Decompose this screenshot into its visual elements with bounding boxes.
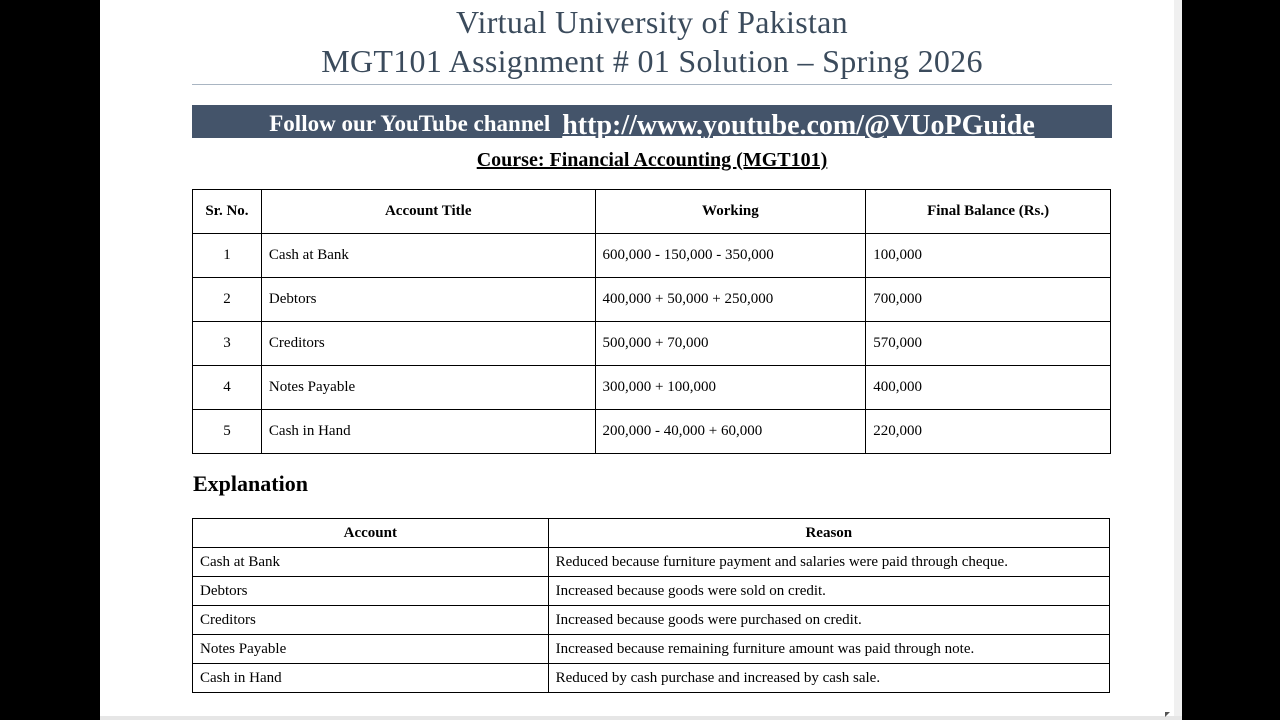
cell-account: Debtors <box>193 577 549 606</box>
table-header-row <box>193 519 1110 548</box>
youtube-link[interactable]: http://www.youtube.com/@VUoPGuide <box>562 110 1035 141</box>
table-row <box>193 606 1110 635</box>
cell-working: 400,000 + 50,000 + 250,000 <box>595 278 866 322</box>
table-row <box>193 278 1111 322</box>
title-divider <box>192 84 1112 85</box>
cell-sr-no: 5 <box>193 410 262 454</box>
page-bottom-edge <box>100 716 1182 720</box>
header-sr-no: Sr. No. <box>193 190 262 234</box>
cell-account: Notes Payable <box>193 635 549 664</box>
page-subtitle: MGT101 Assignment # 01 Solution – Spring 2026 <box>321 43 983 79</box>
cell-final-balance: 400,000 <box>866 366 1111 410</box>
cell-working: 600,000 - 150,000 - 350,000 <box>595 234 866 278</box>
course-heading: Course: Financial Accounting (MGT101) <box>476 149 828 171</box>
header-working: Working <box>595 190 866 234</box>
header-account: Account <box>193 519 549 548</box>
table-row <box>193 322 1111 366</box>
document-page <box>100 0 1175 716</box>
cell-final-balance: 700,000 <box>866 278 1111 322</box>
cell-account: Creditors <box>193 606 549 635</box>
cell-account-title: Creditors <box>261 322 595 366</box>
table-row <box>193 664 1110 693</box>
page-title: Virtual University of Pakistan <box>456 4 848 40</box>
explanation-heading: Explanation <box>193 471 308 496</box>
mouse-cursor-icon <box>1165 712 1170 717</box>
cell-account: Cash in Hand <box>193 664 549 693</box>
header-final-balance: Final Balance (Rs.) <box>866 190 1111 234</box>
cell-sr-no: 4 <box>193 366 262 410</box>
cell-working: 300,000 + 100,000 <box>595 366 866 410</box>
balances-table <box>192 189 1111 454</box>
table-row <box>193 410 1111 454</box>
cell-final-balance: 570,000 <box>866 322 1111 366</box>
cell-reason: Reduced because furniture payment and salaries were paid through cheque. <box>548 548 1109 577</box>
cell-account-title: Cash at Bank <box>261 234 595 278</box>
explanation-table <box>192 518 1110 693</box>
vertical-scrollbar[interactable] <box>1174 0 1182 720</box>
cell-reason: Increased because goods were purchased on credit. <box>548 606 1109 635</box>
cell-sr-no: 2 <box>193 278 262 322</box>
banner-follow-text: Follow our YouTube channel <box>269 111 551 136</box>
cell-working: 200,000 - 40,000 + 60,000 <box>595 410 866 454</box>
table-row <box>193 366 1111 410</box>
cell-account-title: Cash in Hand <box>261 410 595 454</box>
cell-reason: Increased because goods were sold on credit. <box>548 577 1109 606</box>
cell-reason: Reduced by cash purchase and increased by cash sale. <box>548 664 1109 693</box>
table-row <box>193 635 1110 664</box>
cell-reason: Increased because remaining furniture amount was paid through note. <box>548 635 1109 664</box>
cell-sr-no: 1 <box>193 234 262 278</box>
cell-final-balance: 100,000 <box>866 234 1111 278</box>
cell-account: Cash at Bank <box>193 548 549 577</box>
table-row <box>193 548 1110 577</box>
cell-final-balance: 220,000 <box>866 410 1111 454</box>
cell-account-title: Notes Payable <box>261 366 595 410</box>
header-reason: Reason <box>548 519 1109 548</box>
header-account-title: Account Title <box>261 190 595 234</box>
cell-account-title: Debtors <box>261 278 595 322</box>
table-header-row <box>193 190 1111 234</box>
youtube-banner <box>192 105 1112 141</box>
table-row <box>193 577 1110 606</box>
cell-working: 500,000 + 70,000 <box>595 322 866 366</box>
cell-sr-no: 3 <box>193 322 262 366</box>
table-row <box>193 234 1111 278</box>
